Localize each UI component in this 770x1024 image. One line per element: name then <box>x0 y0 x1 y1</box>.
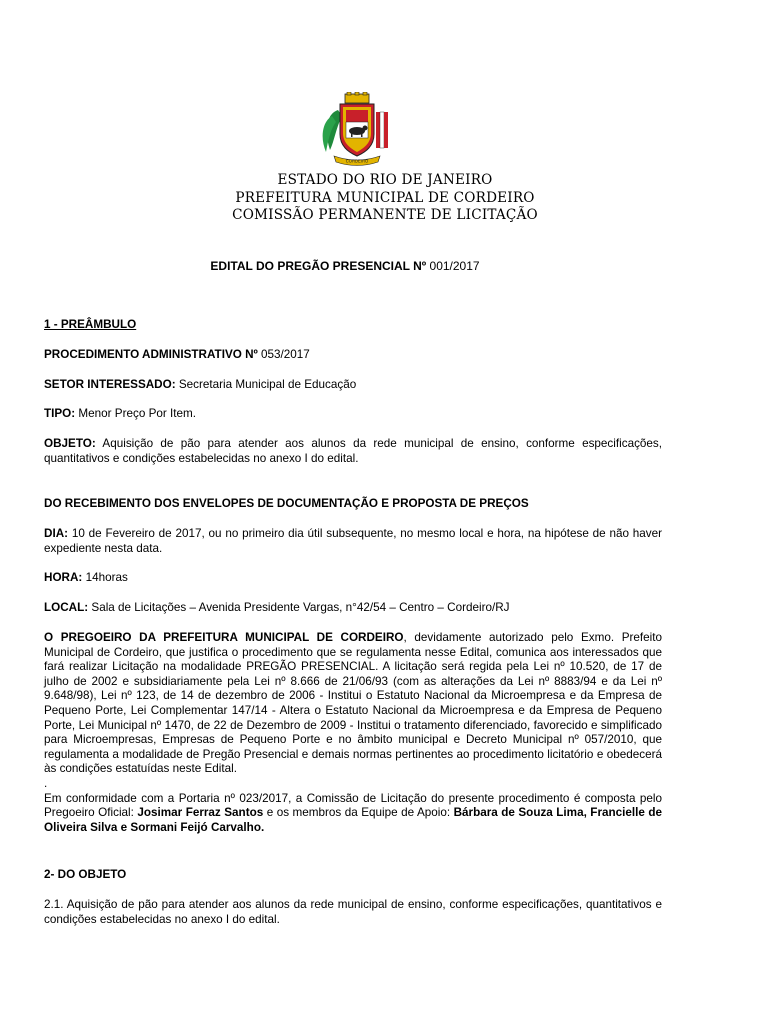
pregoeiro-lead: O PREGOEIRO DA PREFEITURA MUNICIPAL DE CORDEIRO <box>44 631 404 644</box>
objeto-item-2-1: 2.1. Aquisição de pão para atender aos alunos da rede municipal de ensino, conforme especificações, quantitativos e condições estabelecidas no anexo I do edital. <box>44 898 662 926</box>
title-number: 001/2017 <box>429 259 480 273</box>
setor-line <box>44 378 662 393</box>
setor-value: Secretaria Municipal de Educação <box>178 378 357 391</box>
equipe-text: e os membros da Equipe de Apoio: <box>263 806 454 820</box>
municipal-coat-of-arms-icon <box>316 92 398 168</box>
objeto-label: OBJETO: <box>44 437 96 450</box>
pregoeiro-paragraph <box>44 631 662 835</box>
setor-label: SETOR INTERESSADO: <box>44 378 176 391</box>
local-label: LOCAL: <box>44 601 89 614</box>
objeto-paragraph <box>44 437 662 466</box>
hora-value: 14horas <box>85 571 128 584</box>
dia-paragraph <box>44 527 662 556</box>
section-objeto-heading: 2- DO OBJETO <box>44 868 127 881</box>
separator-dot: . <box>44 776 48 790</box>
hora-label: HORA: <box>44 571 83 584</box>
objeto-value: Aquisição de pão para atender aos alunos da rede municipal de ensino, conforme especificações, quantitativos e condições estabelecidas no anexo I do edital. <box>44 437 662 465</box>
tipo-value: Menor Preço Por Item. <box>78 407 196 420</box>
tipo-label: TIPO: <box>44 407 76 420</box>
pregoeiro-name: Josimar Ferraz Santos <box>137 806 264 820</box>
equipe-names: Bárbara de Souza Lima, Francielle de Oliveira Silva e Sormani Feijó Carvalho. <box>44 806 663 834</box>
local-value: Sala de Licitações – Avenida Presidente Vargas, n°42/54 – Centro – Cordeiro/RJ <box>91 601 510 614</box>
header-prefecture: PREFEITURA MUNICIPAL DE CORDEIRO <box>235 189 535 206</box>
section-preambulo-heading: 1 - PREÂMBULO <box>44 318 137 331</box>
header-state: ESTADO DO RIO DE JANEIRO <box>277 172 493 188</box>
crest-banner-text: CORDEIRO <box>345 158 369 164</box>
hora-line <box>44 571 662 586</box>
tipo-line <box>44 407 662 422</box>
title-label: EDITAL DO PREGÃO PRESENCIAL Nº <box>210 259 427 273</box>
local-line <box>44 601 662 616</box>
section-recebimento-heading: DO RECEBIMENTO DOS ENVELOPES DE DOCUMENTAÇÃO E PROPOSTA DE PREÇOS <box>44 497 529 510</box>
procedimento-label: PROCEDIMENTO ADMINISTRATIVO Nº <box>44 348 258 361</box>
conformidade-text: Em conformidade com a Portaria nº 023/2017, a Comissão de Licitação do presente procedimento é composta pelo Pregoeiro Oficial: <box>44 791 662 820</box>
header-commission: COMISSÃO PERMANENTE DE LICITAÇÃO <box>232 207 538 223</box>
dia-value: 10 de Fevereiro de 2017, ou no primeiro dia útil subsequente, no mesmo local e hora, na hipótese de não haver expediente nesta data. <box>44 527 662 555</box>
pregoeiro-text: , devidamente autorizado pelo Exmo. Prefeito Municipal de Cordeiro, que justifica o procedimento que se regulamenta nesse Edital, comunica aos interessados que fará realizar Licitação na modalidade PREGÃO PRESENCIAL. A licitação será regida pela Lei nº 10.520, de 17 de julho de 2002 e subsidiariamente pela Lei nº 8.666 de 21/06/93 (com as alterações da Lei nº 8883/94 e da Lei nº 9.648/98), Lei nº 123, de 14 de dezembro de 2006 - Institui o Estatuto Nacional da Microempresa e da Empresa de Pequeno Porte, Lei Complementar 147/14 - Altera o Estatuto Nacional da Microempresa e da Empresa de Pequeno Porte, Lei Municipal nº 1470, de 22 de Dezembro de 2009 - Institui o tratamento diferenciado, favorecido e simplificado para Microempresas, Empresas de Pequeno Porte e no âmbito municipal e Decreto Municipal nº 057/2010, que regulamenta a modalidade de Pregão Presencial e demais normas pertinentes ao procedimento licitatório e obedecerá às condições estatuídas neste Edital. <box>44 631 662 776</box>
conformidade-paragraph <box>44 792 662 836</box>
document-title <box>0 259 690 273</box>
dia-label: DIA: <box>44 527 69 540</box>
institution-header <box>0 172 770 225</box>
procedimento-value: 053/2017 <box>261 348 310 361</box>
procedimento-line <box>44 348 662 363</box>
